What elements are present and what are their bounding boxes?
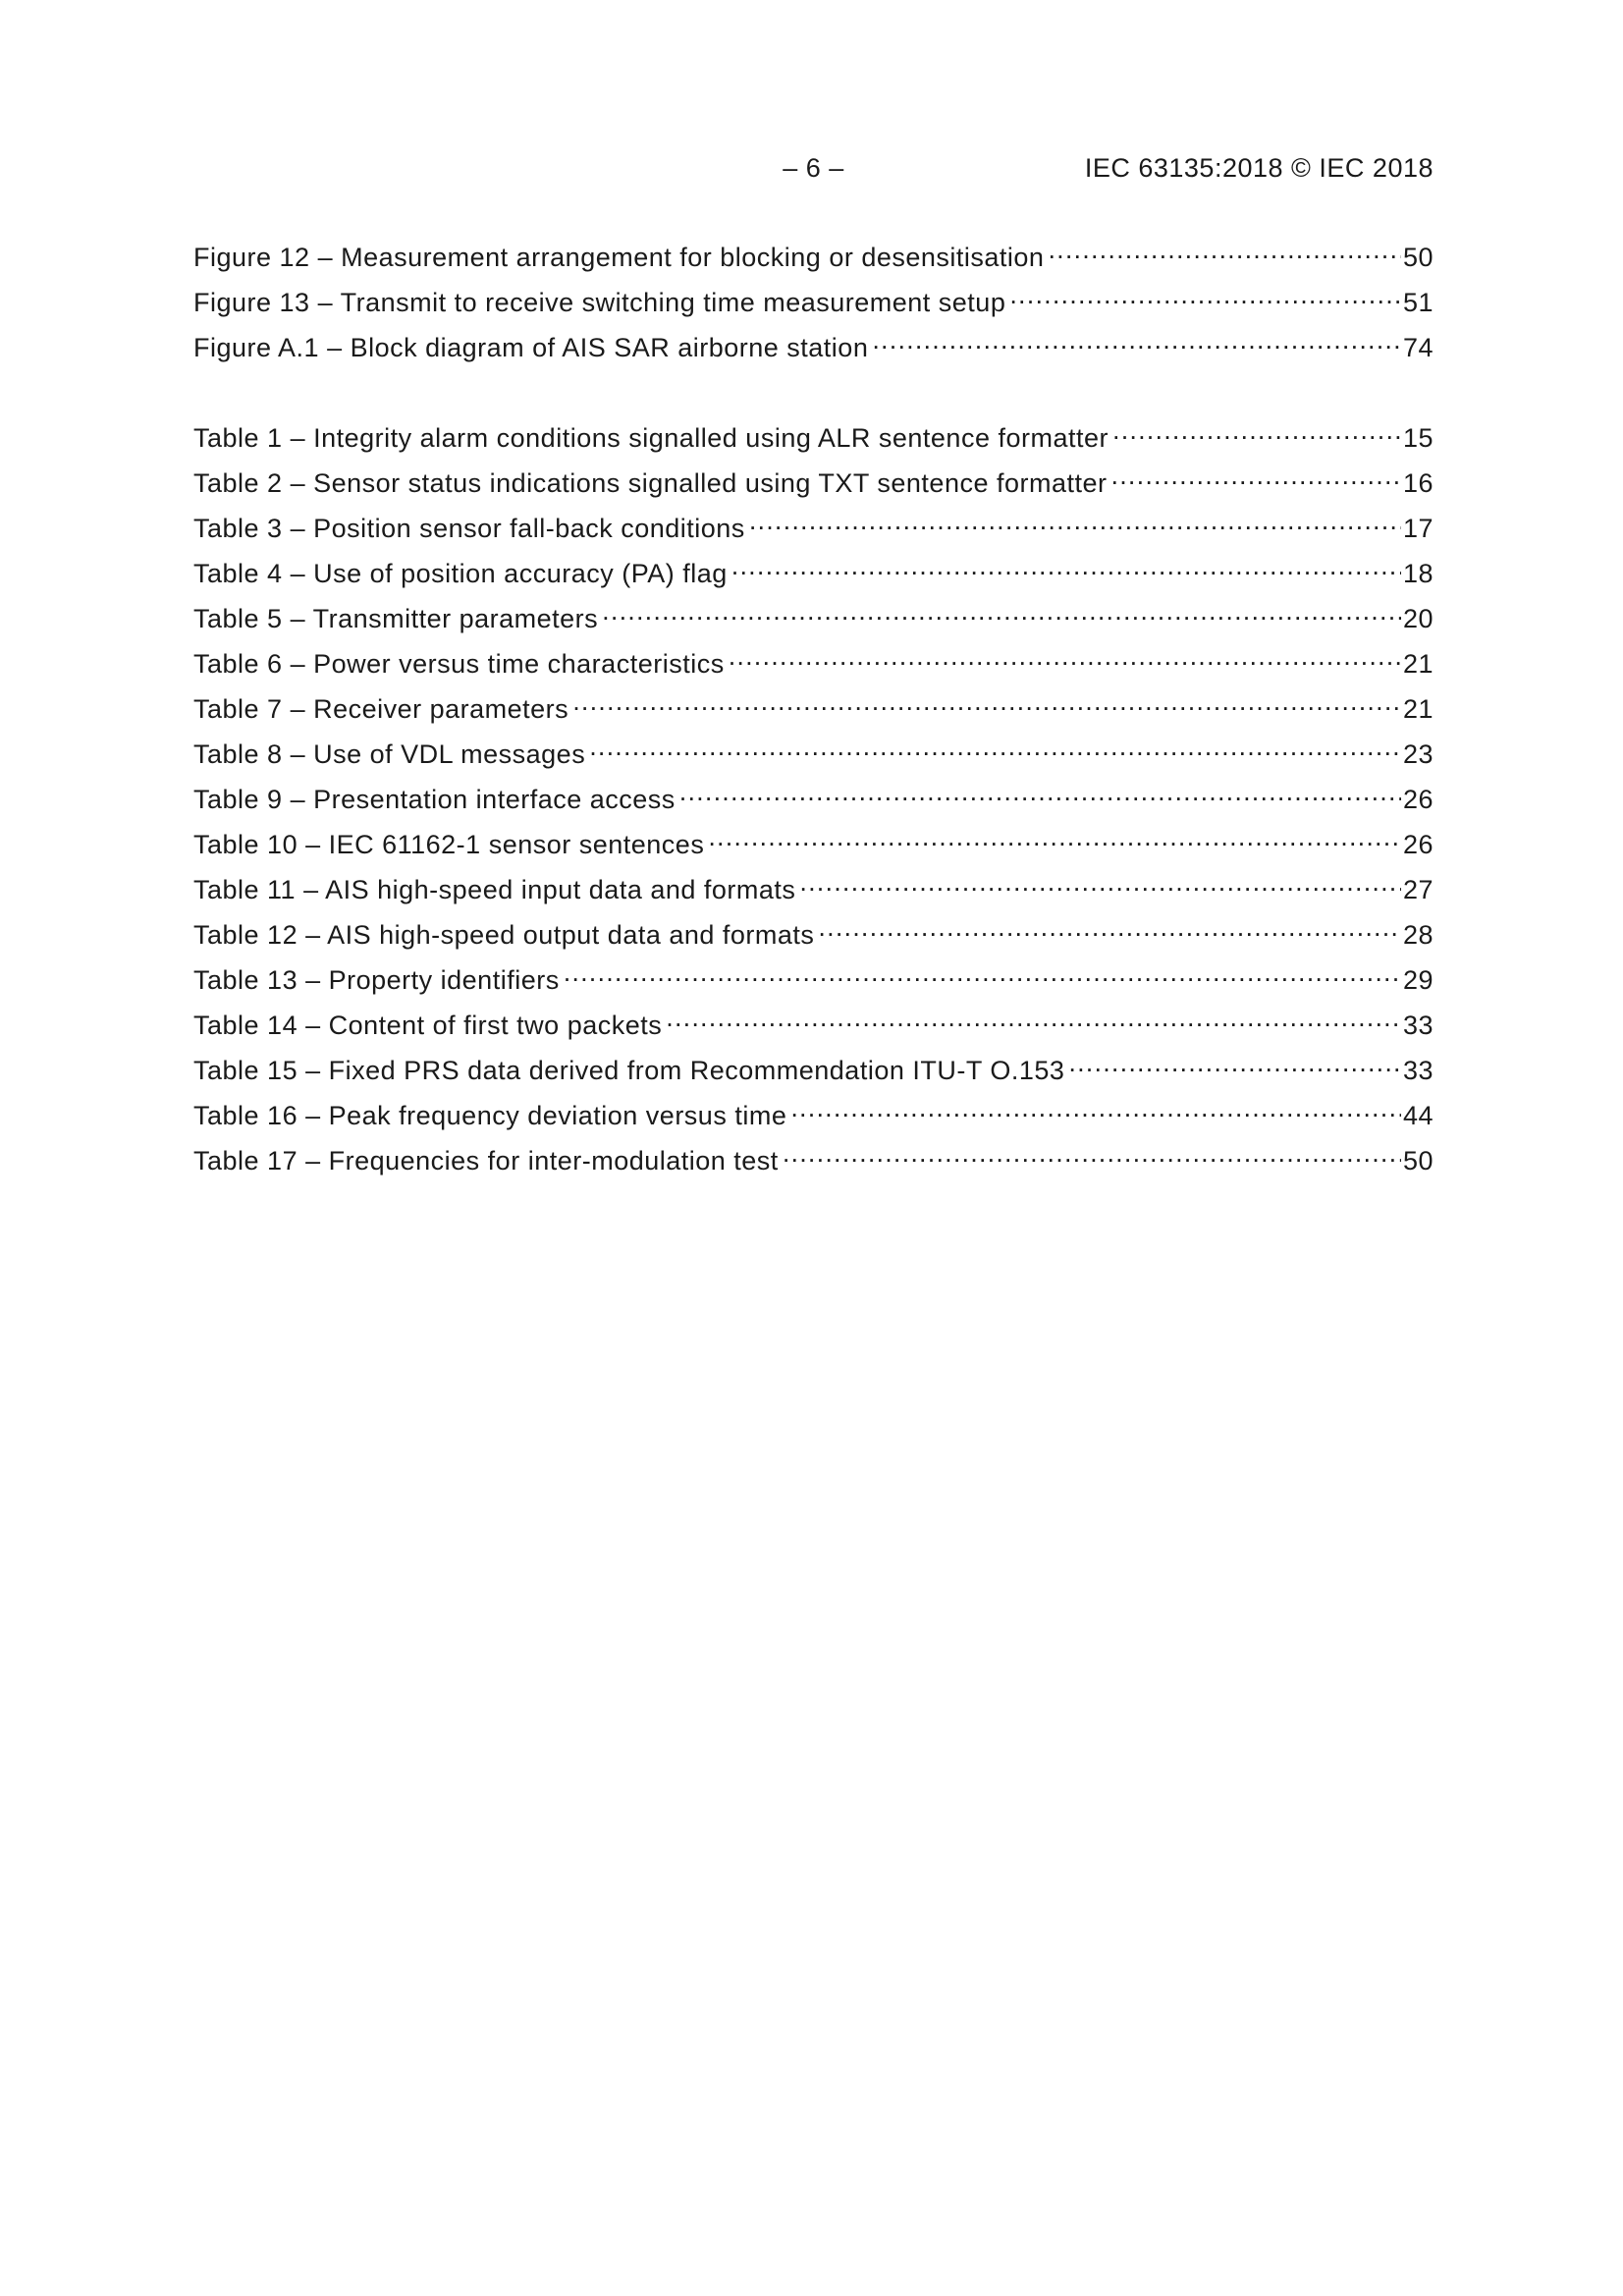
toc-entry-table[interactable] xyxy=(193,413,1434,459)
toc-entry-page: 28 xyxy=(1402,920,1434,950)
dot-leader xyxy=(1068,1046,1401,1079)
toc-entry-table[interactable] xyxy=(193,1136,1434,1181)
toc-entry-title: Table 16 – Peak frequency deviation versus time xyxy=(193,1101,787,1130)
toc-entry-page: 26 xyxy=(1402,785,1434,814)
toc-entry-figure[interactable] xyxy=(193,323,1434,368)
dot-leader xyxy=(564,956,1401,989)
toc-entry-table[interactable] xyxy=(193,549,1434,594)
toc-entry-title: Table 12 – AIS high-speed output data and formats xyxy=(193,920,815,950)
dot-leader xyxy=(572,684,1401,718)
dot-leader xyxy=(731,549,1401,582)
toc-entry-page: 33 xyxy=(1402,1056,1434,1085)
dot-leader xyxy=(799,865,1401,899)
toc-entry-page: 26 xyxy=(1402,830,1434,859)
toc-entry-table[interactable] xyxy=(193,910,1434,956)
dot-leader xyxy=(872,323,1401,356)
toc-entry-page: 50 xyxy=(1402,1146,1434,1175)
dot-leader xyxy=(1048,233,1401,266)
dot-leader xyxy=(749,504,1401,537)
toc-entry-title: Table 15 – Fixed PRS data derived from Recommendation ITU-T O.153 xyxy=(193,1056,1065,1085)
toc-entry-title: Figure 13 – Transmit to receive switching time measurement setup xyxy=(193,288,1006,317)
toc-entry-page: 17 xyxy=(1402,514,1434,543)
list-of-tables xyxy=(193,413,1434,1181)
toc-entry-page: 16 xyxy=(1402,468,1434,498)
toc-entry-page: 20 xyxy=(1402,604,1434,633)
toc-entry-table[interactable] xyxy=(193,639,1434,684)
toc-entry-page: 18 xyxy=(1402,559,1434,588)
toc-entry-table[interactable] xyxy=(193,865,1434,910)
dot-leader xyxy=(1112,413,1401,447)
toc-entry-page: 21 xyxy=(1402,649,1434,679)
toc-entry-page: 51 xyxy=(1402,288,1434,317)
toc-entry-table[interactable] xyxy=(193,459,1434,504)
dot-leader xyxy=(1009,278,1401,311)
toc-entry-page: 23 xyxy=(1402,739,1434,769)
toc-entry-page: 21 xyxy=(1402,694,1434,724)
toc-entry-title: Table 4 – Use of position accuracy (PA) flag xyxy=(193,559,728,588)
toc-entry-title: Table 14 – Content of first two packets xyxy=(193,1011,663,1040)
toc-entry-title: Table 6 – Power versus time characteristics xyxy=(193,649,725,679)
dot-leader xyxy=(602,594,1401,628)
toc-entry-title: Table 10 – IEC 61162-1 sensor sentences xyxy=(193,830,705,859)
toc-entry-page: 29 xyxy=(1402,965,1434,995)
toc-entry-title: Figure 12 – Measurement arrangement for blocking or desensitisation xyxy=(193,243,1045,272)
dot-leader xyxy=(1111,459,1401,492)
toc-entry-title: Table 7 – Receiver parameters xyxy=(193,694,569,724)
toc-entry-page: 33 xyxy=(1402,1011,1434,1040)
toc-entry-title: Table 1 – Integrity alarm conditions signalled using ALR sentence formatter xyxy=(193,423,1109,453)
page-header xyxy=(193,153,1434,192)
toc-entry-table[interactable] xyxy=(193,504,1434,549)
dot-leader xyxy=(783,1136,1401,1170)
toc-entry-page: 27 xyxy=(1402,875,1434,904)
toc-entry-title: Table 17 – Frequencies for inter-modulation test xyxy=(193,1146,779,1175)
toc-entry-page: 44 xyxy=(1402,1101,1434,1130)
toc-entry-title: Table 2 – Sensor status indications signalled using TXT sentence formatter xyxy=(193,468,1108,498)
toc-entry-title: Table 3 – Position sensor fall-back conditions xyxy=(193,514,745,543)
toc-entry-title: Table 13 – Property identifiers xyxy=(193,965,560,995)
toc-entry-table[interactable] xyxy=(193,775,1434,820)
toc-entry-table[interactable] xyxy=(193,1091,1434,1136)
dot-leader xyxy=(729,639,1401,673)
toc-entry-table[interactable] xyxy=(193,684,1434,730)
dot-leader xyxy=(666,1001,1401,1034)
dot-leader xyxy=(790,1091,1401,1124)
toc-entry-title: Table 8 – Use of VDL messages xyxy=(193,739,586,769)
dot-leader xyxy=(589,730,1401,763)
toc-entry-page: 15 xyxy=(1402,423,1434,453)
list-of-figures xyxy=(193,233,1434,368)
toc-entry-page: 74 xyxy=(1402,333,1434,362)
toc-entry-table[interactable] xyxy=(193,594,1434,639)
dot-leader xyxy=(818,910,1401,944)
toc-entry-page: 50 xyxy=(1402,243,1434,272)
toc-entry-title: Table 11 – AIS high-speed input data and formats xyxy=(193,875,796,904)
toc-entry-table[interactable] xyxy=(193,956,1434,1001)
toc-entry-table[interactable] xyxy=(193,1001,1434,1046)
toc-entry-table[interactable] xyxy=(193,730,1434,775)
page-number: – 6 – xyxy=(783,153,844,183)
toc-entry-title: Table 5 – Transmitter parameters xyxy=(193,604,599,633)
toc-entry-title: Figure A.1 – Block diagram of AIS SAR airborne station xyxy=(193,333,869,362)
toc-entry-title: Table 9 – Presentation interface access xyxy=(193,785,676,814)
toc-entry-figure[interactable] xyxy=(193,233,1434,278)
dot-leader xyxy=(679,775,1401,808)
toc-entry-table[interactable] xyxy=(193,820,1434,865)
document-id: IEC 63135:2018 © IEC 2018 xyxy=(1084,153,1434,183)
toc-entry-table[interactable] xyxy=(193,1046,1434,1091)
toc-entry-figure[interactable] xyxy=(193,278,1434,323)
dot-leader xyxy=(708,820,1401,853)
